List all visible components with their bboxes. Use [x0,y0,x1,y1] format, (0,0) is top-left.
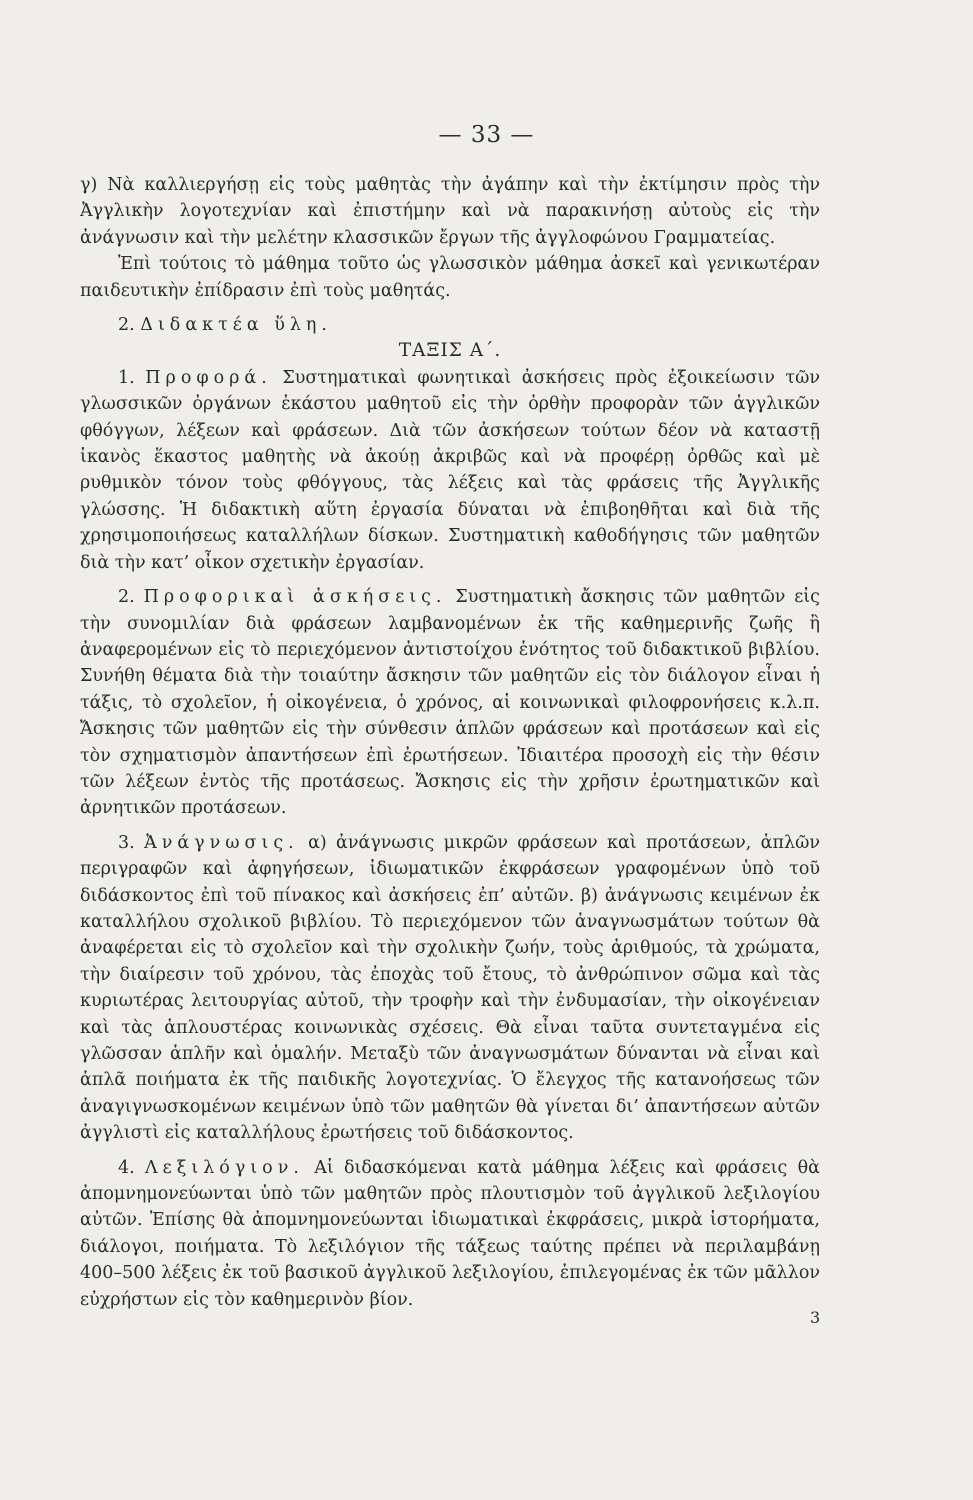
section-2-title: Διδακτέα ὕλη. [140,315,332,336]
item-1-number: 1. [118,367,135,388]
item-4-vocabulary [80,1155,820,1313]
item-4-title: Λεξιλόγιον. [145,1157,304,1178]
item-3-title: Ἀνάγνωσις. [144,832,299,853]
item-1-title: Προφορά. [145,367,272,388]
class-heading: ΤΑΞΙΣ Α΄. [398,340,502,362]
item-1-pronunciation [80,365,820,576]
item-2-oral-exercises [80,584,820,822]
item-3-reading [80,830,820,1147]
item-3-number: 3. [118,832,135,853]
item-2-title: Προφορικαὶ ἀσκήσεις. [143,587,447,608]
section-2-number: 2. [118,315,135,336]
item-2-number: 2. [118,587,135,608]
body-text [80,172,820,1313]
item-1-text: Συστηματικαὶ φωνητικαὶ ἀσκήσεις πρὸς ἐξοικείωσιν τῶν γλωσσικῶν ὀργάνων ἑκάστου μαθητοῦ εἰς τὴν ὀρθὴν προφορὰν τῶν ἀγγλικῶν φθόγγων, λέξεων καὶ φράσεων. Διὰ τῶν ἀσκήσεων τούτων δέον νὰ καταστῇ ἱκανὸς ἕκαστος μαθητὴς νὰ ἀκούῃ ἀκριβῶς καὶ νὰ προφέρῃ ὀρθῶς καὶ μὲ ρυθμικὸν τόνον τοὺς φθόγγους, τὰς λέξεις καὶ τὰς φράσεις τῆς Ἀγγλικῆς γλώσσης. Ἡ διδακτικὴ αὕτη ἐργασία δύναται νὰ ἐπιβοηθῆται καὶ διὰ τῆς χρησιμοποιήσεως καταλλήλων δίσκων. Συστηματικὴ καθοδήγησις τῶν μαθητῶν διὰ τὴν κατ’ οἶκον σχετικὴν ἐργασίαν. [80,367,820,573]
item-2-text: Συστηματικὴ ἄσκησις τῶν μαθητῶν εἰς τὴν συνομιλίαν διὰ φράσεων λαμβανομένων ἐκ τῆς καθημερινῆς ζωῆς ἢ ἀναφερομένων εἰς τὸ περιεχόμενον ἀντιστοίχου ἑνότητος τοῦ διδακτικοῦ βιβλίου. Συνήθη θέματα διὰ τὴν τοιαύτην ἄσκησιν τῶν μαθητῶν εἰς τὸν διάλογον εἶναι ἡ τάξις, τὸ σχολεῖον, ἡ οἰκογένεια, ὁ χρόνος, αἱ κοινωνικαὶ φιλοφρονήσεις κ.λ.π. Ἄσκησις τῶν μαθητῶν εἰς τὴν σύνθεσιν ἁπλῶν φράσεων καὶ προτάσεων καὶ εἰς τὸν σχηματισμὸν ἀπαντήσεων ἐπὶ ἐρωτήσεων. Ἰδιαιτέρα προσοχὴ εἰς τὴν θέσιν τῶν λέξεων ἐντὸς τῆς προτάσεως. Ἄσκησις εἰς τὴν χρῆσιν ἐρωτηματικῶν καὶ ἀρνητικῶν προτάσεων. [80,587,820,819]
item-4-number: 4. [118,1157,135,1178]
section-2-heading [80,312,820,338]
signature-mark: 3 [810,1308,821,1327]
paragraph-general: Ἐπὶ τούτοις τὸ μάθημα τοῦτο ὡς γλωσσικὸν μάθημα ἀσκεῖ καὶ γενικωτέραν παιδευτικὴν ἐπίδρασιν ἐπὶ τοὺς μαθητάς. [80,254,820,301]
item-4-text: Αἱ διδασκόμεναι κατὰ μάθημα λέξεις καὶ φράσεις θὰ ἀπομνημονεύωνται ὑπὸ τῶν μαθητῶν πρὸς πλουτισμὸν τοῦ ἀγγλικοῦ λεξιλογίου αὐτῶν. Ἐπίσης θὰ ἀπομνημονεύωνται ἰδιωματικαὶ ἐκφράσεις, μικρὰ ἱστορήματα, διάλογοι, ποιήματα. Τὸ λεξιλόγιον τῆς τάξεως ταύτης πρέπει νὰ περιλαμβάνῃ 400–500 λέξεις ἐκ τοῦ βασικοῦ ἀγγλικοῦ λεξιλογίου, ἐπιλεγομένας ἐκ τῶν μᾶλλον εὐχρήστων εἰς τὸν καθημερινὸν βίον. [80,1157,820,1310]
item-3-text: α) ἀνάγνωσις μικρῶν φράσεων καὶ προτάσεων, ἁπλῶν περιγραφῶν καὶ ἀφηγήσεων, ἰδιωματικῶν ἐκφράσεων γραφομένων ὑπὸ τοῦ διδάσκοντος ἐπὶ τοῦ πίνακος καὶ ἀσκήσεις ἐπ’ αὐτῶν. β) ἀνάγνωσις κειμένων ἐκ καταλλήλου σχολικοῦ βιβλίου. Τὸ περιεχόμενον τῶν ἀναγνωσμάτων τούτων θὰ ἀναφέρεται εἰς τὸ σχολεῖον καὶ τὴν σχολικὴν ζωήν, τοὺς ἀριθμούς, τὰ χρώματα, τὴν διαίρεσιν τοῦ χρόνου, τὰς ἐποχὰς τοῦ ἔτους, τὸ ἀνθρώπινον σῶμα καὶ τὰς κυριωτέρας λειτουργίας αὐτοῦ, τὴν τροφὴν καὶ τὴν ἐνδυμασίαν, τὴν οἰκογένειαν καὶ τὰς ἁπλουστέρας κοινωνικὰς σχέσεις. Θὰ εἶναι ταῦτα συντεταγμένα εἰς γλῶσσαν ἁπλῆν καὶ ὁμαλήν. Μεταξὺ τῶν ἀναγνωσμάτων δύνανται νὰ εἶναι καὶ ἁπλᾶ ποιήματα ἐκ τῆς παιδικῆς λογοτεχνίας. Ὁ ἔλεγχος τῆς κατανοήσεως τῶν ἀναγιγνωσκομένων κειμένων ὑπὸ τῶν μαθητῶν θὰ γίνεται δι’ ἀπαντήσεων αὐτῶν ἀγγλιστὶ εἰς καταλλήλους ἐρωτήσεις τοῦ διδάσκοντος. [80,832,820,1144]
paragraph-objective-c: γ) Νὰ καλλιεργήσῃ εἰς τοὺς μαθητὰς τὴν ἀγάπην καὶ τὴν ἐκτίμησιν πρὸς τὴν Ἀγγλικὴν λογοτεχνίαν καὶ ἐπιστήμην καὶ νὰ παρακινήσῃ αὐτοὺς εἰς τὴν ἀνάγνωσιν καὶ τὴν μελέτην κλασσικῶν ἔργων τῆς ἀγγλοφώνου Γραμματείας. [80,175,820,248]
page-header-number: — 33 — [438,122,535,148]
